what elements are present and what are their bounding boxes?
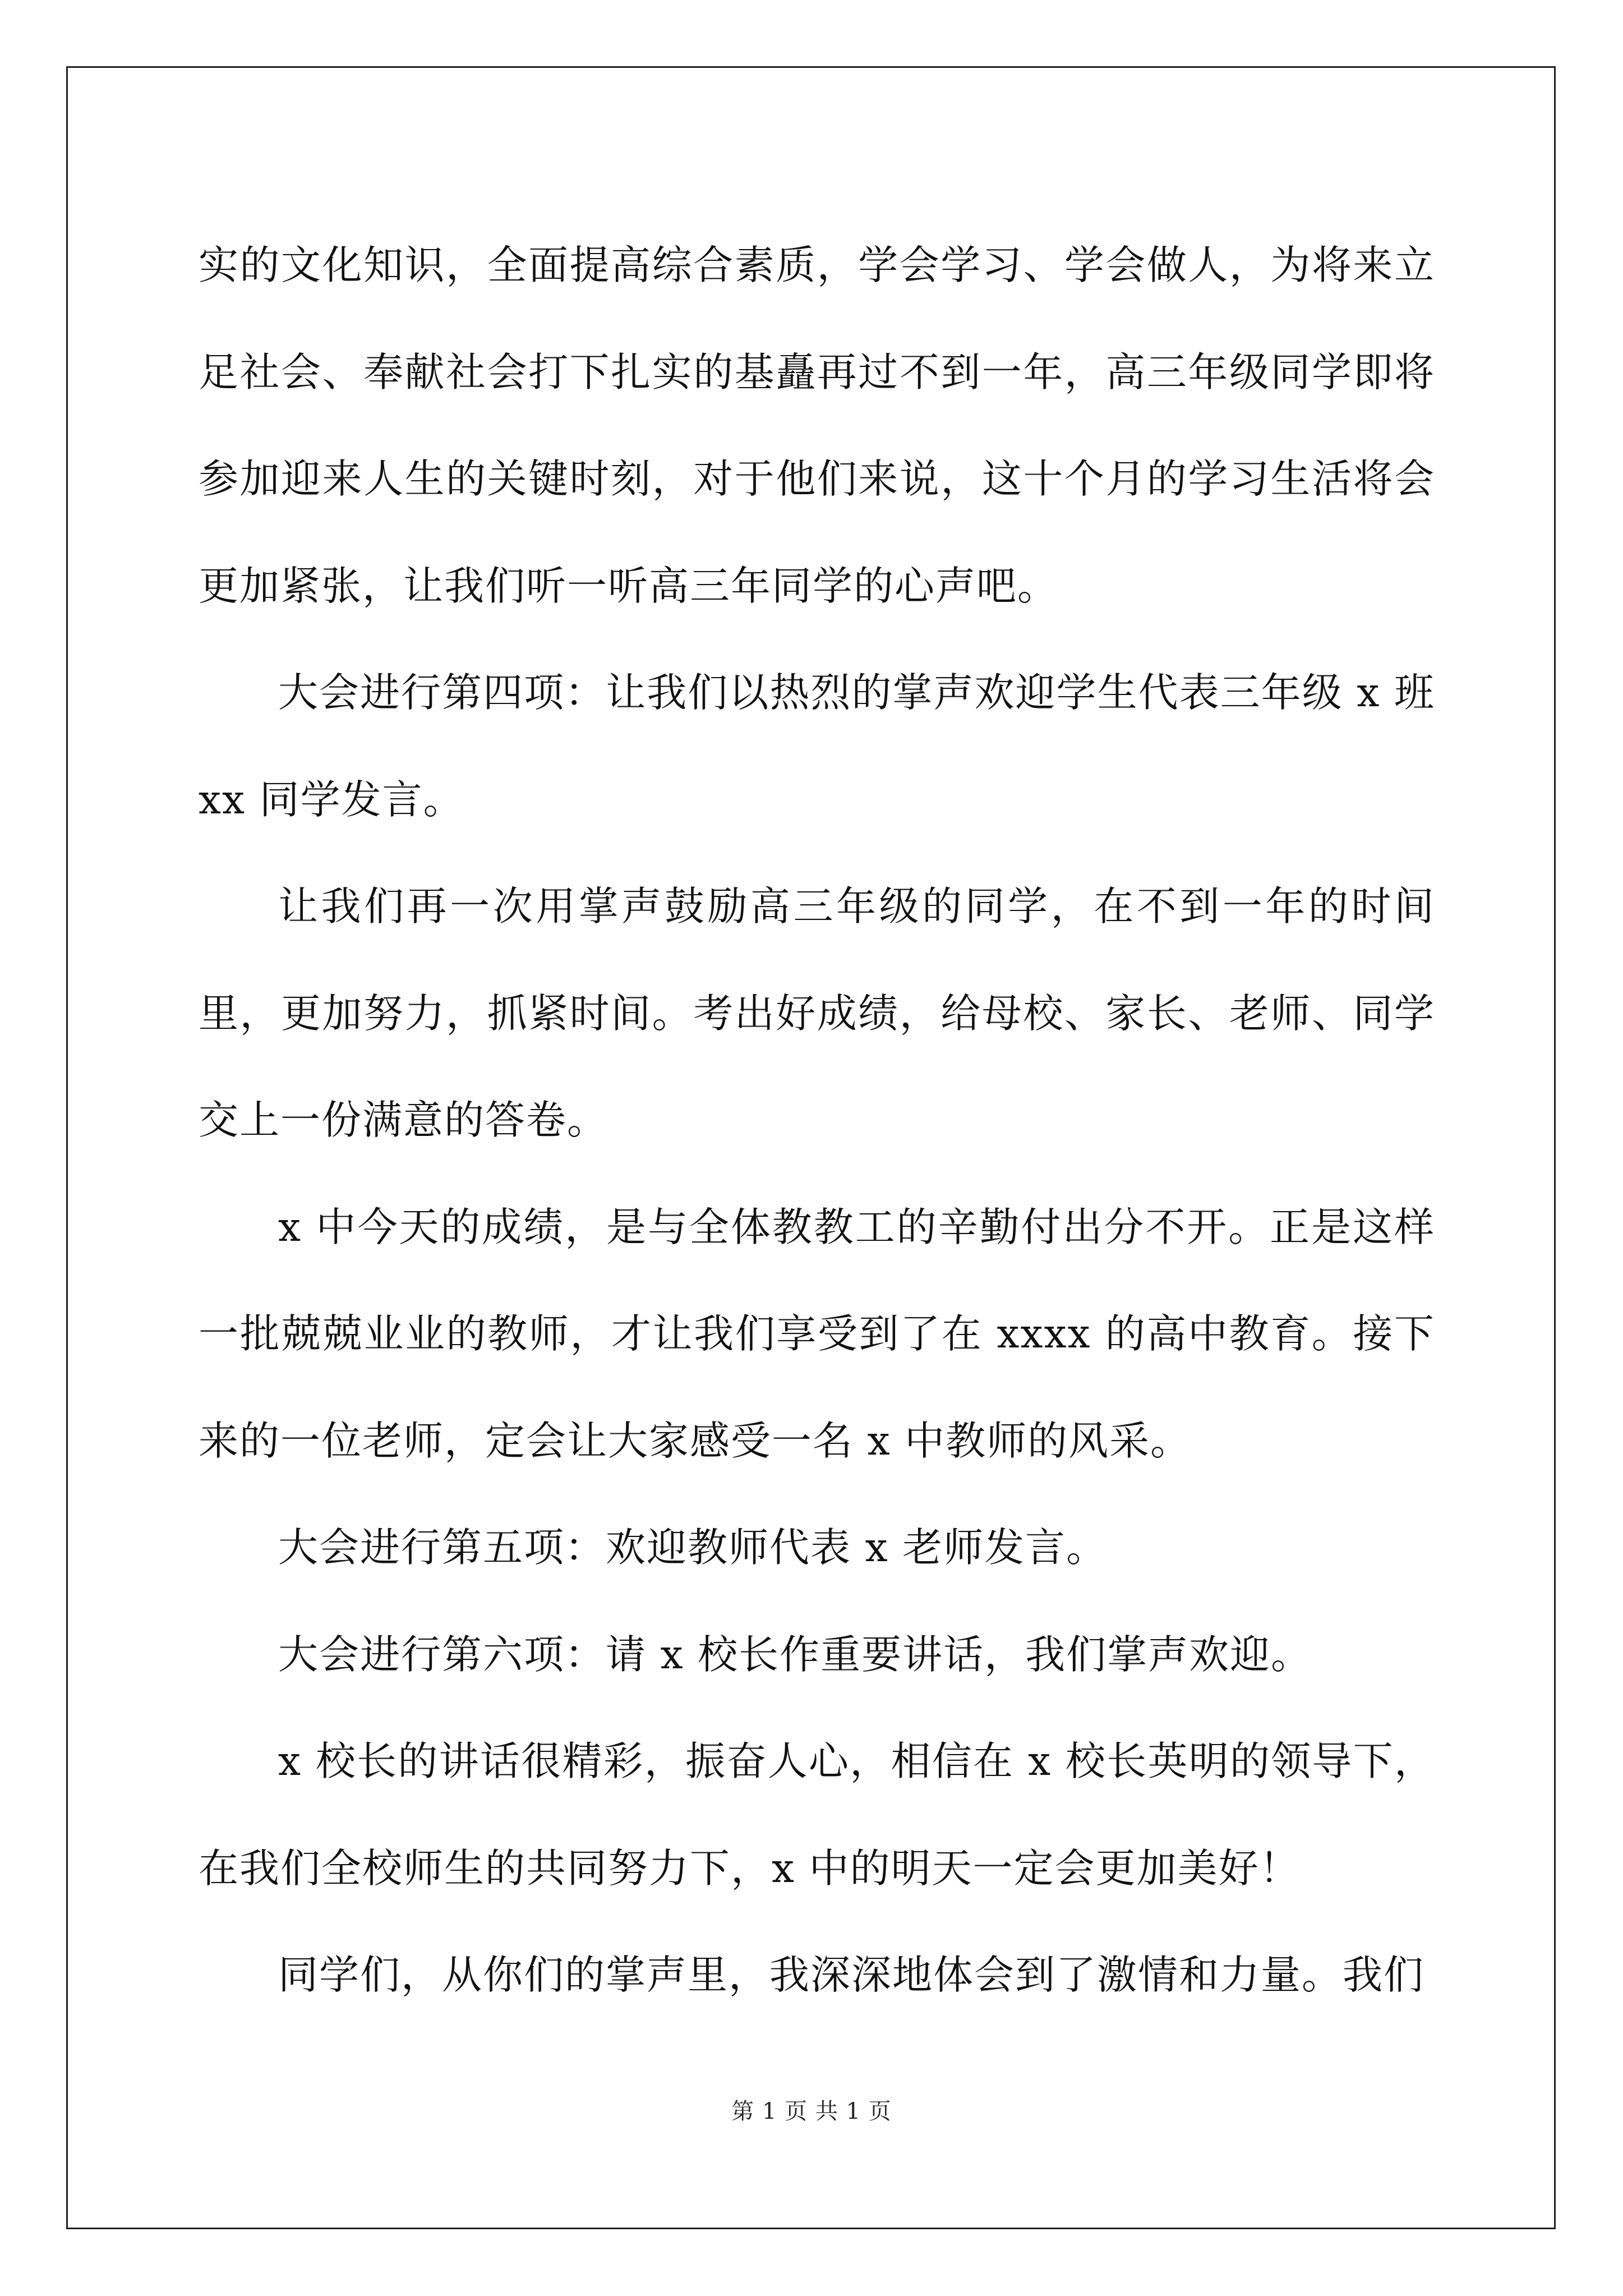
- page-footer: 第 1 页 共 1 页: [731, 2099, 892, 2124]
- paragraph-6: 大会进行第六项：请 x 校长作重要讲话，我们掌声欢迎。: [278, 1631, 1312, 1678]
- paragraph-7: x 校长的讲话很精彩，振奋人心，相信在 x 校长英明的领导下，在我们全校师生的共同努力下，x 中的明天一定会更加美好！: [199, 1738, 1435, 1892]
- paragraph-4: x 中今天的成绩，是与全体教教工的辛勤付出分不开。正是这样一批兢兢业业的教师，才让我们享受到了在 xxxx 的高中教育。接下来的一位老师，定会让大家感受一名 x 中教师的风采。: [199, 1203, 1435, 1464]
- paragraph-2: 大会进行第四项：让我们以热烈的掌声欢迎学生代表三年级 x 班 xx 同学发言。: [199, 669, 1435, 823]
- paragraph-5: 大会进行第五项：欢迎教师代表 x 老师发言。: [278, 1524, 1108, 1571]
- paragraph-3: 让我们再一次用掌声鼓励高三年级的同学，在不到一年的时间里，更加努力，抓紧时间。考出好成绩，给母校、家长、老师、同学交上一份满意的答卷。: [199, 883, 1435, 1143]
- document-body: [199, 212, 1435, 2029]
- paragraph-1: 实的文化知识，全面提高综合素质，学会学习、学会做人，为将来立足社会、奉献社会打下扎实的基矗再过不到一年，高三年级同学即将参加迎来人生的关键时刻，对于他们来说，这十个月的学习生活将会更加紧张，让我们听一听高三年同学的心声吧。: [199, 242, 1435, 609]
- paragraph-8: 同学们，从你们的掌声里，我深深地体会到了激情和力量。我们: [278, 1952, 1425, 1998]
